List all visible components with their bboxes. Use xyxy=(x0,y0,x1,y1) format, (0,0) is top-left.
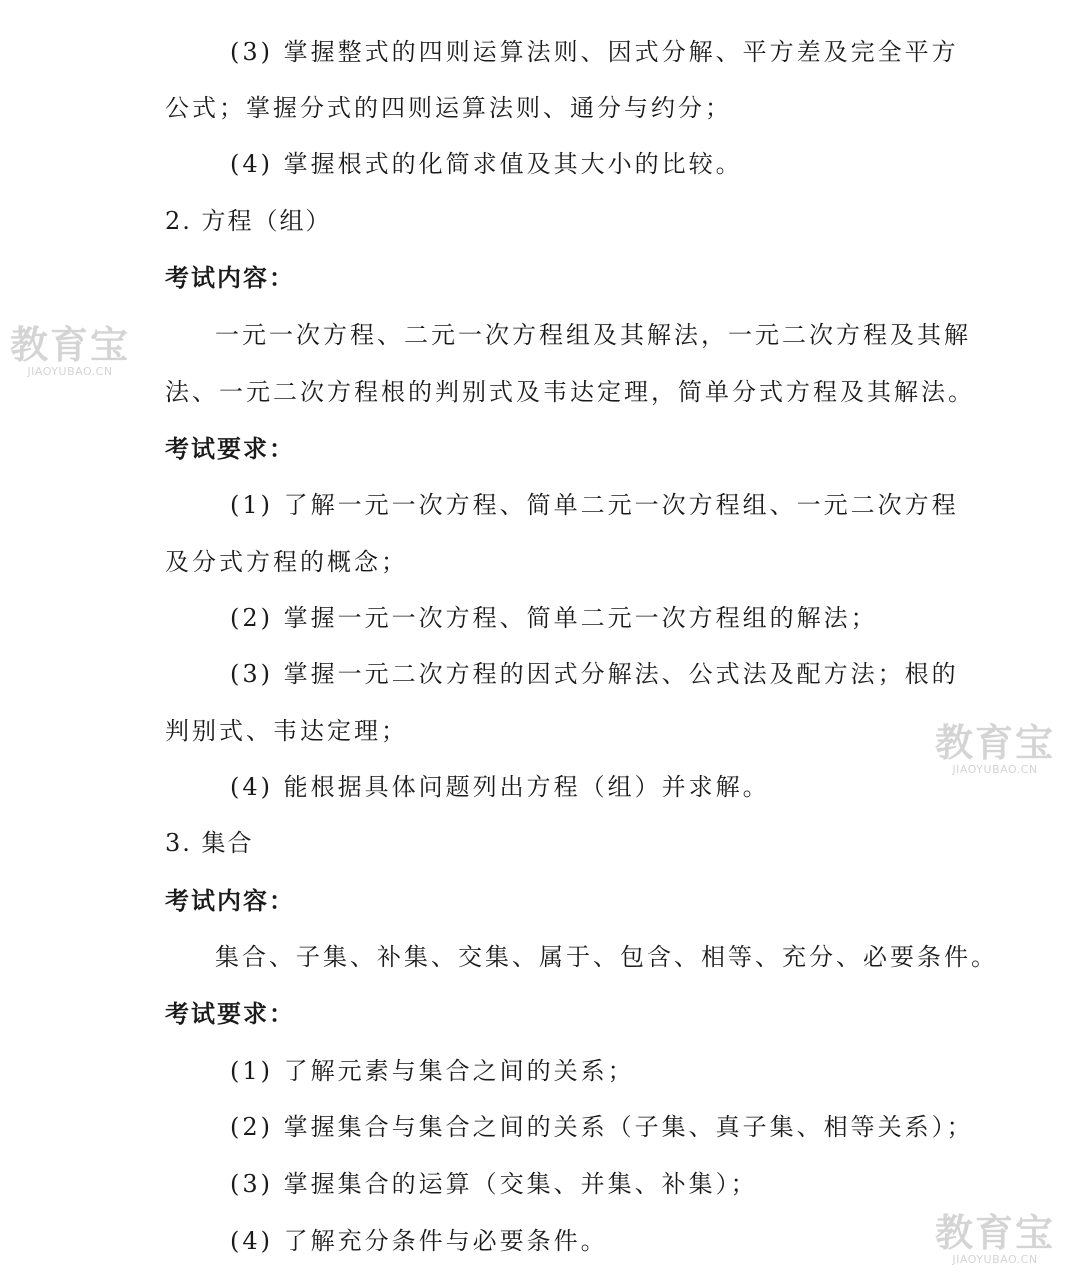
list-item: (1) 了解元素与集合之间的关系； xyxy=(230,1057,635,1085)
list-item: (2) 掌握一元一次方程、简单二元一次方程组的解法； xyxy=(230,604,878,632)
watermark-logo xyxy=(935,1213,1055,1266)
watermark-brand: 教育宝 xyxy=(935,721,1056,765)
list-item: (2) 掌握集合与集合之间的关系（子集、真子集、相等关系）； xyxy=(230,1113,974,1141)
paragraph-continuation: 法、一元二次方程根的判别式及韦达定理，简单分式方程及其解法。 xyxy=(165,378,975,406)
list-item: (4) 能根据具体问题列出方程（组）并求解。 xyxy=(230,773,770,801)
watermark-site: JIAOYUBAO.CN xyxy=(952,763,1038,776)
watermark-logo xyxy=(10,325,130,378)
list-item: (4) 了解充分条件与必要条件。 xyxy=(230,1227,608,1255)
watermark-logo xyxy=(935,723,1055,776)
list-item-continuation: 公式；掌握分式的四则运算法则、通分与约分； xyxy=(165,94,732,122)
list-item-continuation: 判别式、韦达定理； xyxy=(165,717,408,745)
exam-content-label: 考试内容： xyxy=(165,886,295,915)
paragraph: 一元一次方程、二元一次方程组及其解法，一元二次方程及其解 xyxy=(215,321,971,349)
list-item: (3) 掌握一元二次方程的因式分解法、公式法及配方法；根的 xyxy=(230,660,959,688)
watermark-brand: 教育宝 xyxy=(935,1211,1056,1255)
section-heading-equations: 2. 方程（组） xyxy=(165,207,332,235)
list-item: (1) 了解一元一次方程、简单二元一次方程组、一元二次方程 xyxy=(230,491,959,519)
list-item: (4) 掌握根式的化简求值及其大小的比较。 xyxy=(230,150,743,178)
list-item: (3) 掌握整式的四则运算法则、因式分解、平方差及完全平方 xyxy=(230,38,959,66)
watermark-site: JIAOYUBAO.CN xyxy=(952,1253,1038,1266)
exam-requirements-label: 考试要求： xyxy=(165,434,295,463)
exam-content-label: 考试内容： xyxy=(165,263,295,292)
watermark-site: JIAOYUBAO.CN xyxy=(27,365,113,378)
list-item: (3) 掌握集合的运算（交集、并集、补集）； xyxy=(230,1170,758,1198)
list-item-continuation: 及分式方程的概念； xyxy=(165,548,408,576)
watermark-brand: 教育宝 xyxy=(10,323,131,367)
paragraph: 集合、子集、补集、交集、属于、包含、相等、充分、必要条件。 xyxy=(215,943,998,971)
section-heading-sets: 3. 集合 xyxy=(165,829,254,857)
exam-requirements-label: 考试要求： xyxy=(165,999,295,1028)
